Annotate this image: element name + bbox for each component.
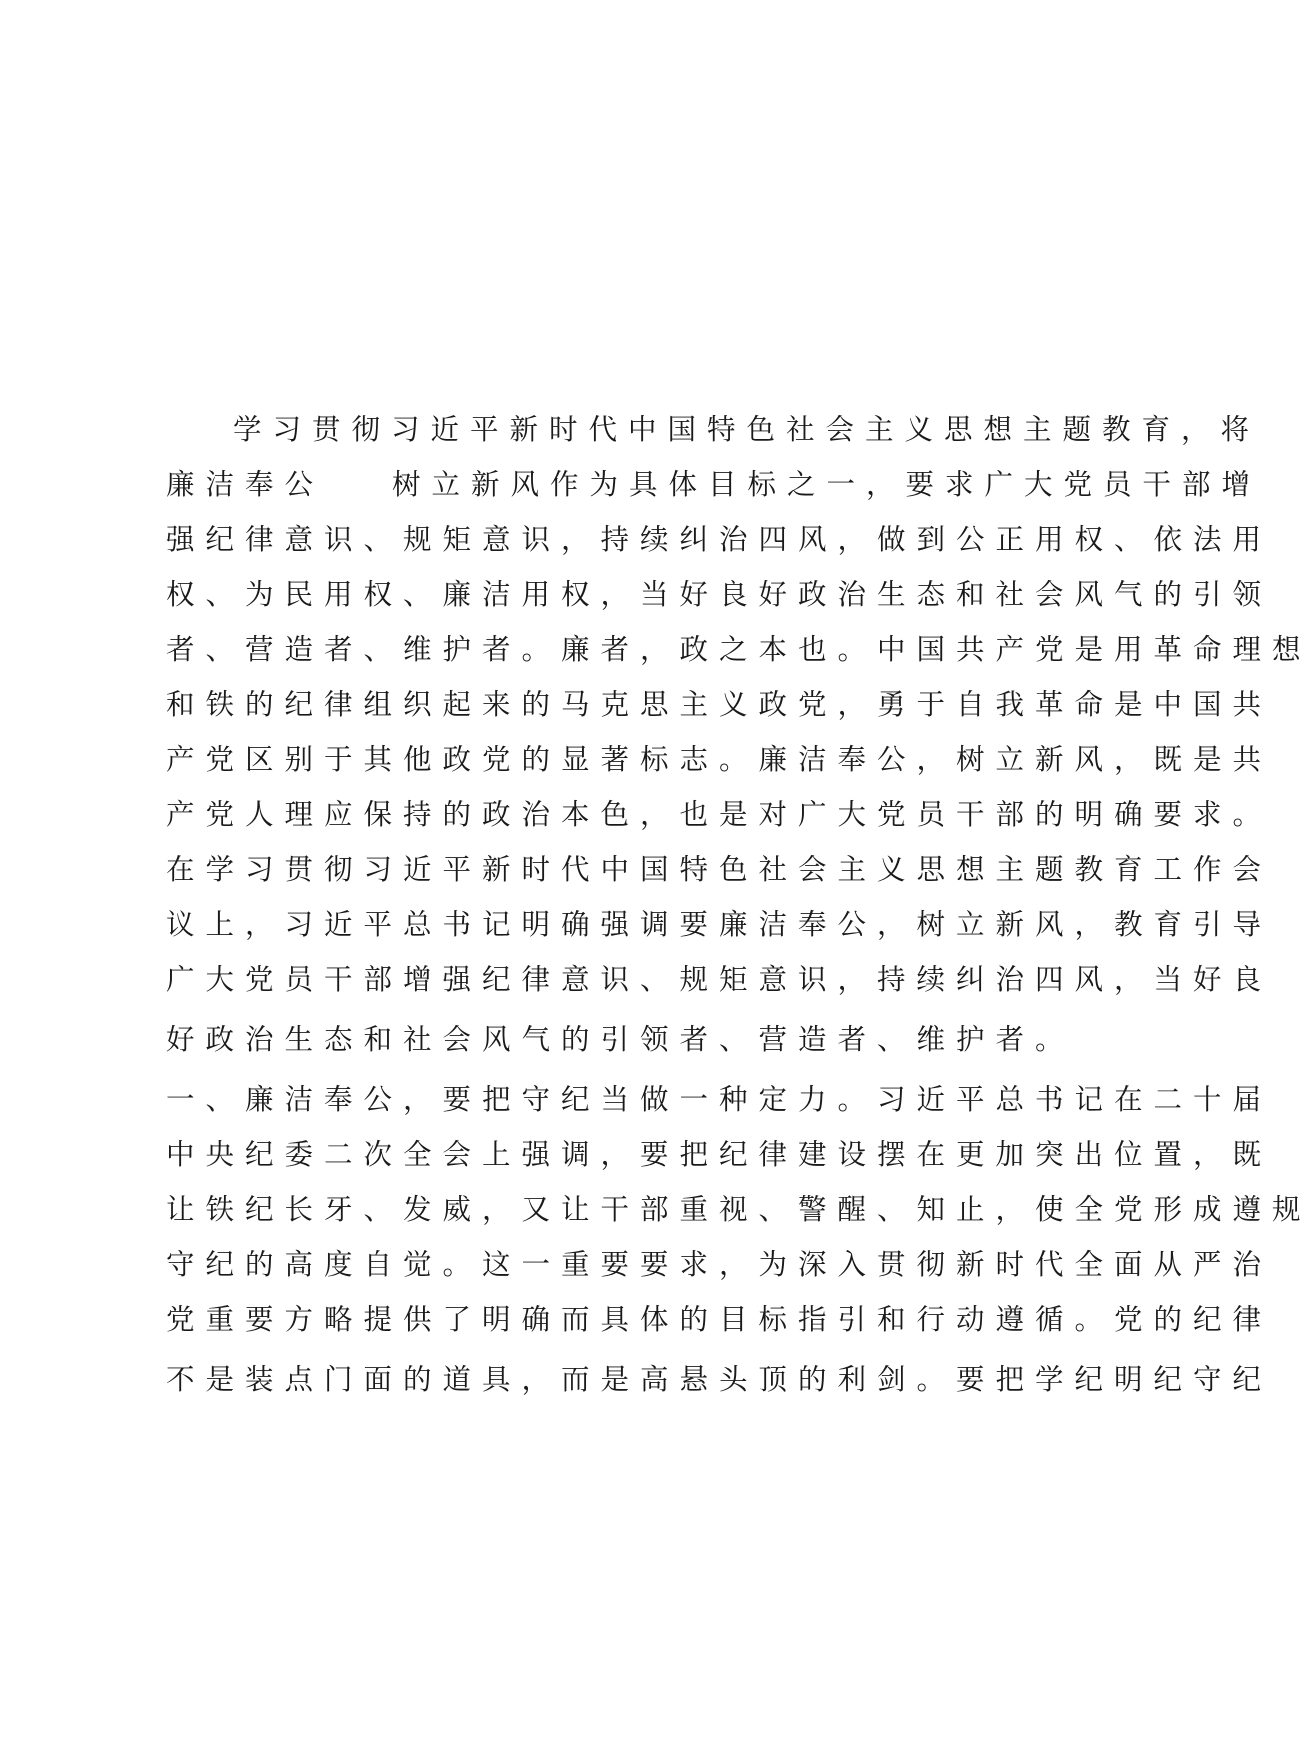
text-line: 强纪律意识、规矩意识，持续纠治四风，做到公正用权、依法用 [166,523,1273,556]
text-line: 党重要方略提供了明确而具体的目标指引和行动遵循。党的纪律 [166,1303,1273,1336]
text-line: 和铁的纪律组织起来的马克思主义政党，勇于自我革命是中国共 [166,688,1273,721]
text-line: 在学习贯彻习近平新时代中国特色社会主义思想主题教育工作会 [166,853,1273,886]
text-line: 让铁纪长牙、发威，又让干部重视、警醒、知止，使全党形成遵规 [166,1193,1312,1226]
text-line [166,465,1262,505]
text-line: 广大党员干部增强纪律意识、规矩意识，持续纠治四风，当好良 [166,963,1273,996]
text-segment: 廉洁奉公 [166,468,325,501]
text-line: 权、为民用权、廉洁用权，当好良好政治生态和社会风气的引领 [166,578,1273,611]
text-line: 守纪的高度自觉。这一重要要求，为深入贯彻新时代全面从严治 [166,1248,1273,1281]
text-line: 不是装点门面的道具，而是高悬头顶的利剑。要把学纪明纪守纪 [166,1363,1273,1396]
text-line: 者、营造者、维护者。廉者，政之本也。中国共产党是用革命理想 [166,633,1312,666]
section-heading-line: 一、廉洁奉公，要把守纪当做一种定力。习近平总书记在二十届 [166,1083,1273,1116]
text-line: 好政治生态和社会风气的引领者、营造者、维护者。 [166,1023,1075,1056]
text-line: 产党人理应保持的政治本色，也是对广大党员干部的明确要求。 [166,798,1273,831]
text-line: 议上，习近平总书记明确强调要廉洁奉公，树立新风，教育引导 [166,908,1273,941]
text-segment: 树立新风作为具体目标之一，要求广大党员干部增 [392,468,1262,501]
text-line: 学习贯彻习近平新时代中国特色社会主义思想主题教育，将 [233,413,1261,446]
text-line: 产党区别于其他政党的显著标志。廉洁奉公，树立新风，既是共 [166,743,1273,776]
text-line: 中央纪委二次全会上强调，要把纪律建设摆在更加突出位置，既 [166,1138,1273,1171]
